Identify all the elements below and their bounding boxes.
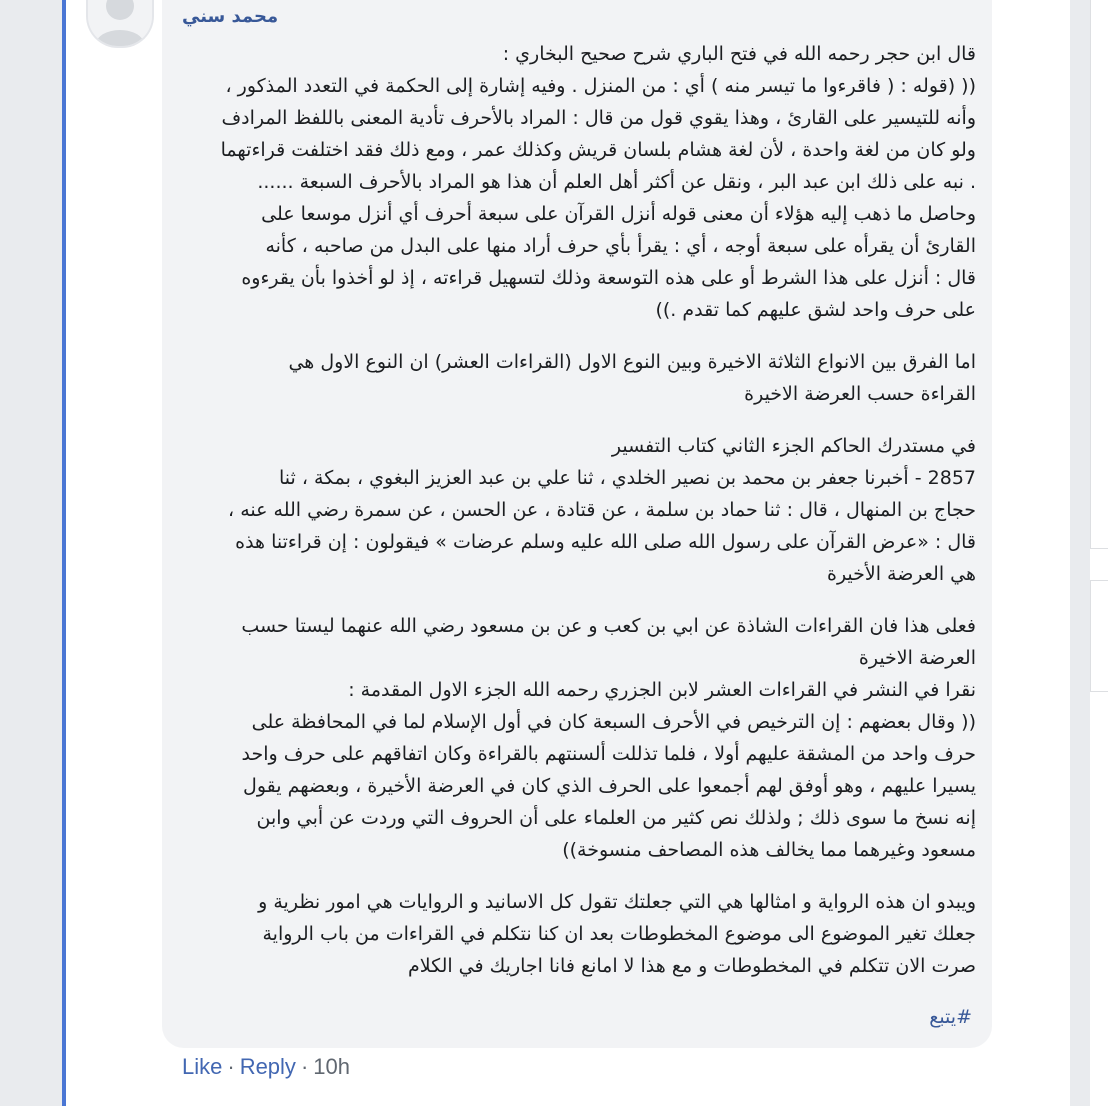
reply-link[interactable]: Reply xyxy=(239,1054,296,1079)
comment-text-line: قال ابن حجر رحمه الله في فتح الباري شرح صحيح البخاري : xyxy=(502,43,976,65)
comment-paragraph xyxy=(182,346,976,410)
comment-text-line: القارئ أن يقرأه على سبعة أوجه ، أي : يقرأ بأي حرف أراد منها على البدل من صاحبه ، كأنه xyxy=(265,235,976,257)
comment-paragraph xyxy=(182,38,976,326)
comment-text-line: ويبدو ان هذه الرواية و امثالها هي التي جعلتك تقول كل الاسانيد و الروايات هي امور نظرية و xyxy=(258,891,976,913)
action-separator: · xyxy=(300,1054,309,1079)
comment-paragraph xyxy=(182,610,976,866)
comment-text-line: فعلى هذا فان القراءات الشاذة عن ابي بن كعب و عن بن مسعود رضي الله عنهما ليستا حسب xyxy=(241,615,976,637)
right-sidebar-strip xyxy=(1090,0,1108,1106)
comment-text-line: على حرف واحد لشق عليهم كما تقدم .)) xyxy=(655,299,976,321)
comment-text-line: قال : «عرض القرآن على رسول الله صلى الله عليه وسلم عرضات » فيقولون : إن قراءتنا هذه xyxy=(235,531,976,553)
comment-author-name[interactable]: محمد سني xyxy=(182,6,279,27)
sidebar-card xyxy=(1090,580,1108,692)
sidebar-card xyxy=(1090,0,1108,549)
action-separator: · xyxy=(227,1054,235,1079)
comment-text-line: 2857 - أخبرنا جعفر بن محمد بن نصير الخلدي ، ثنا علي بن عبد العزيز البغوي ، بمكة ، ثنا xyxy=(278,467,976,489)
hashtag-link[interactable]: #يتبع xyxy=(929,1006,972,1028)
comment-text-line: العرضة الاخيرة xyxy=(858,647,976,669)
left-rail xyxy=(0,0,62,1106)
comment-paragraph xyxy=(182,886,976,982)
comment-text-line: وحاصل ما ذهب إليه هؤلاء أن معنى قوله أنزل القرآن على سبعة أحرف أي أنزل موسعا على xyxy=(261,203,976,225)
comment-paragraph xyxy=(182,430,976,590)
like-link[interactable]: Like xyxy=(182,1054,223,1079)
comment-text-line: حجاج بن المنهال ، قال : ثنا حماد بن سلمة ، عن قتادة ، عن الحسن ، عن سمرة رضي الله عنه ، xyxy=(228,499,976,521)
comment-body xyxy=(182,38,976,982)
comment-text-line: وأنه للتيسير على القارئ ، وهذا يقوي قول من قال : المراد بالأحرف تأدية المعنى باللفظ المرادف xyxy=(221,107,976,129)
comment-timestamp[interactable]: 10h xyxy=(313,1054,350,1079)
comment-text-line: هي العرضة الأخيرة xyxy=(826,563,976,585)
comment-text-line: نقرا في النشر في القراءات العشر لابن الجزري رحمه الله الجزء الاول المقدمة : xyxy=(348,679,976,701)
comment-text-line: في مستدرك الحاكم الجزء الثاني كتاب التفسير xyxy=(611,435,976,457)
comment-text-line: (( (قوله : ( فاقرءوا ما تيسر منه ) أي : من المنزل . وفيه إشارة إلى الحكمة في التعدد المذكور ، xyxy=(225,75,976,97)
comment-text-line: قال : أنزل على هذا الشرط أو على هذه التوسعة وذلك لتسهيل قراءته ، إذ لو أخذوا بأن يقرءوه xyxy=(241,267,976,289)
comment-text-line: (( وقال بعضهم : إن الترخيص في الأحرف السبعة كان في أول الإسلام لما في المحافظة على xyxy=(251,711,976,733)
comment-text-line: اما الفرق بين الانواع الثلاثة الاخيرة وبين النوع الاول (القراءات العشر) ان النوع الاول هي xyxy=(288,351,976,373)
comment-text-line: جعلك تغير الموضوع الى موضوع المخطوطات بعد ان كنا نتكلم في القراءات من باب الرواية xyxy=(262,923,976,945)
comment-text-line: إنه نسخ ما سوى ذلك ; ولذلك نص كثير من العلماء على أن الحروف التي وردت عن أبي وابن xyxy=(256,807,976,829)
default-profile-silhouette-icon xyxy=(88,0,152,46)
comment-text-line: . نبه على ذلك ابن عبد البر ، ونقل عن أكثر أهل العلم أن هذا هو المراد بالأحرف السبعة ...... xyxy=(257,171,976,193)
comment-text-line: مسعود وغيرهما مما يخالف هذه المصاحف منسوخة)) xyxy=(562,839,976,861)
comment-text-line: القراءة حسب العرضة الاخيرة xyxy=(744,383,976,405)
comment-text-line: صرت الان تتكلم في المخطوطات و مع هذا لا امانع فانا اجاريك في الكلام xyxy=(407,955,976,977)
comment-text-line: يسيرا عليهم ، وهو أوفق لهم أجمعوا على الحرف الذي كان في العرضة الأخيرة ، وبعضهم يقول xyxy=(243,775,976,797)
comment-text-line: ولو كان من لغة واحدة ، لأن لغة هشام بلسان قريش وكذلك عمر ، ومع ذلك فقد اختلفت قراءتهما xyxy=(220,139,976,161)
comment-actions xyxy=(182,1054,350,1080)
comment-text-line: حرف واحد من المشقة عليهم أولا ، فلما تذللت ألسنتهم بالقراءة وكان اتفاقهم على حرف واحد xyxy=(241,743,976,765)
